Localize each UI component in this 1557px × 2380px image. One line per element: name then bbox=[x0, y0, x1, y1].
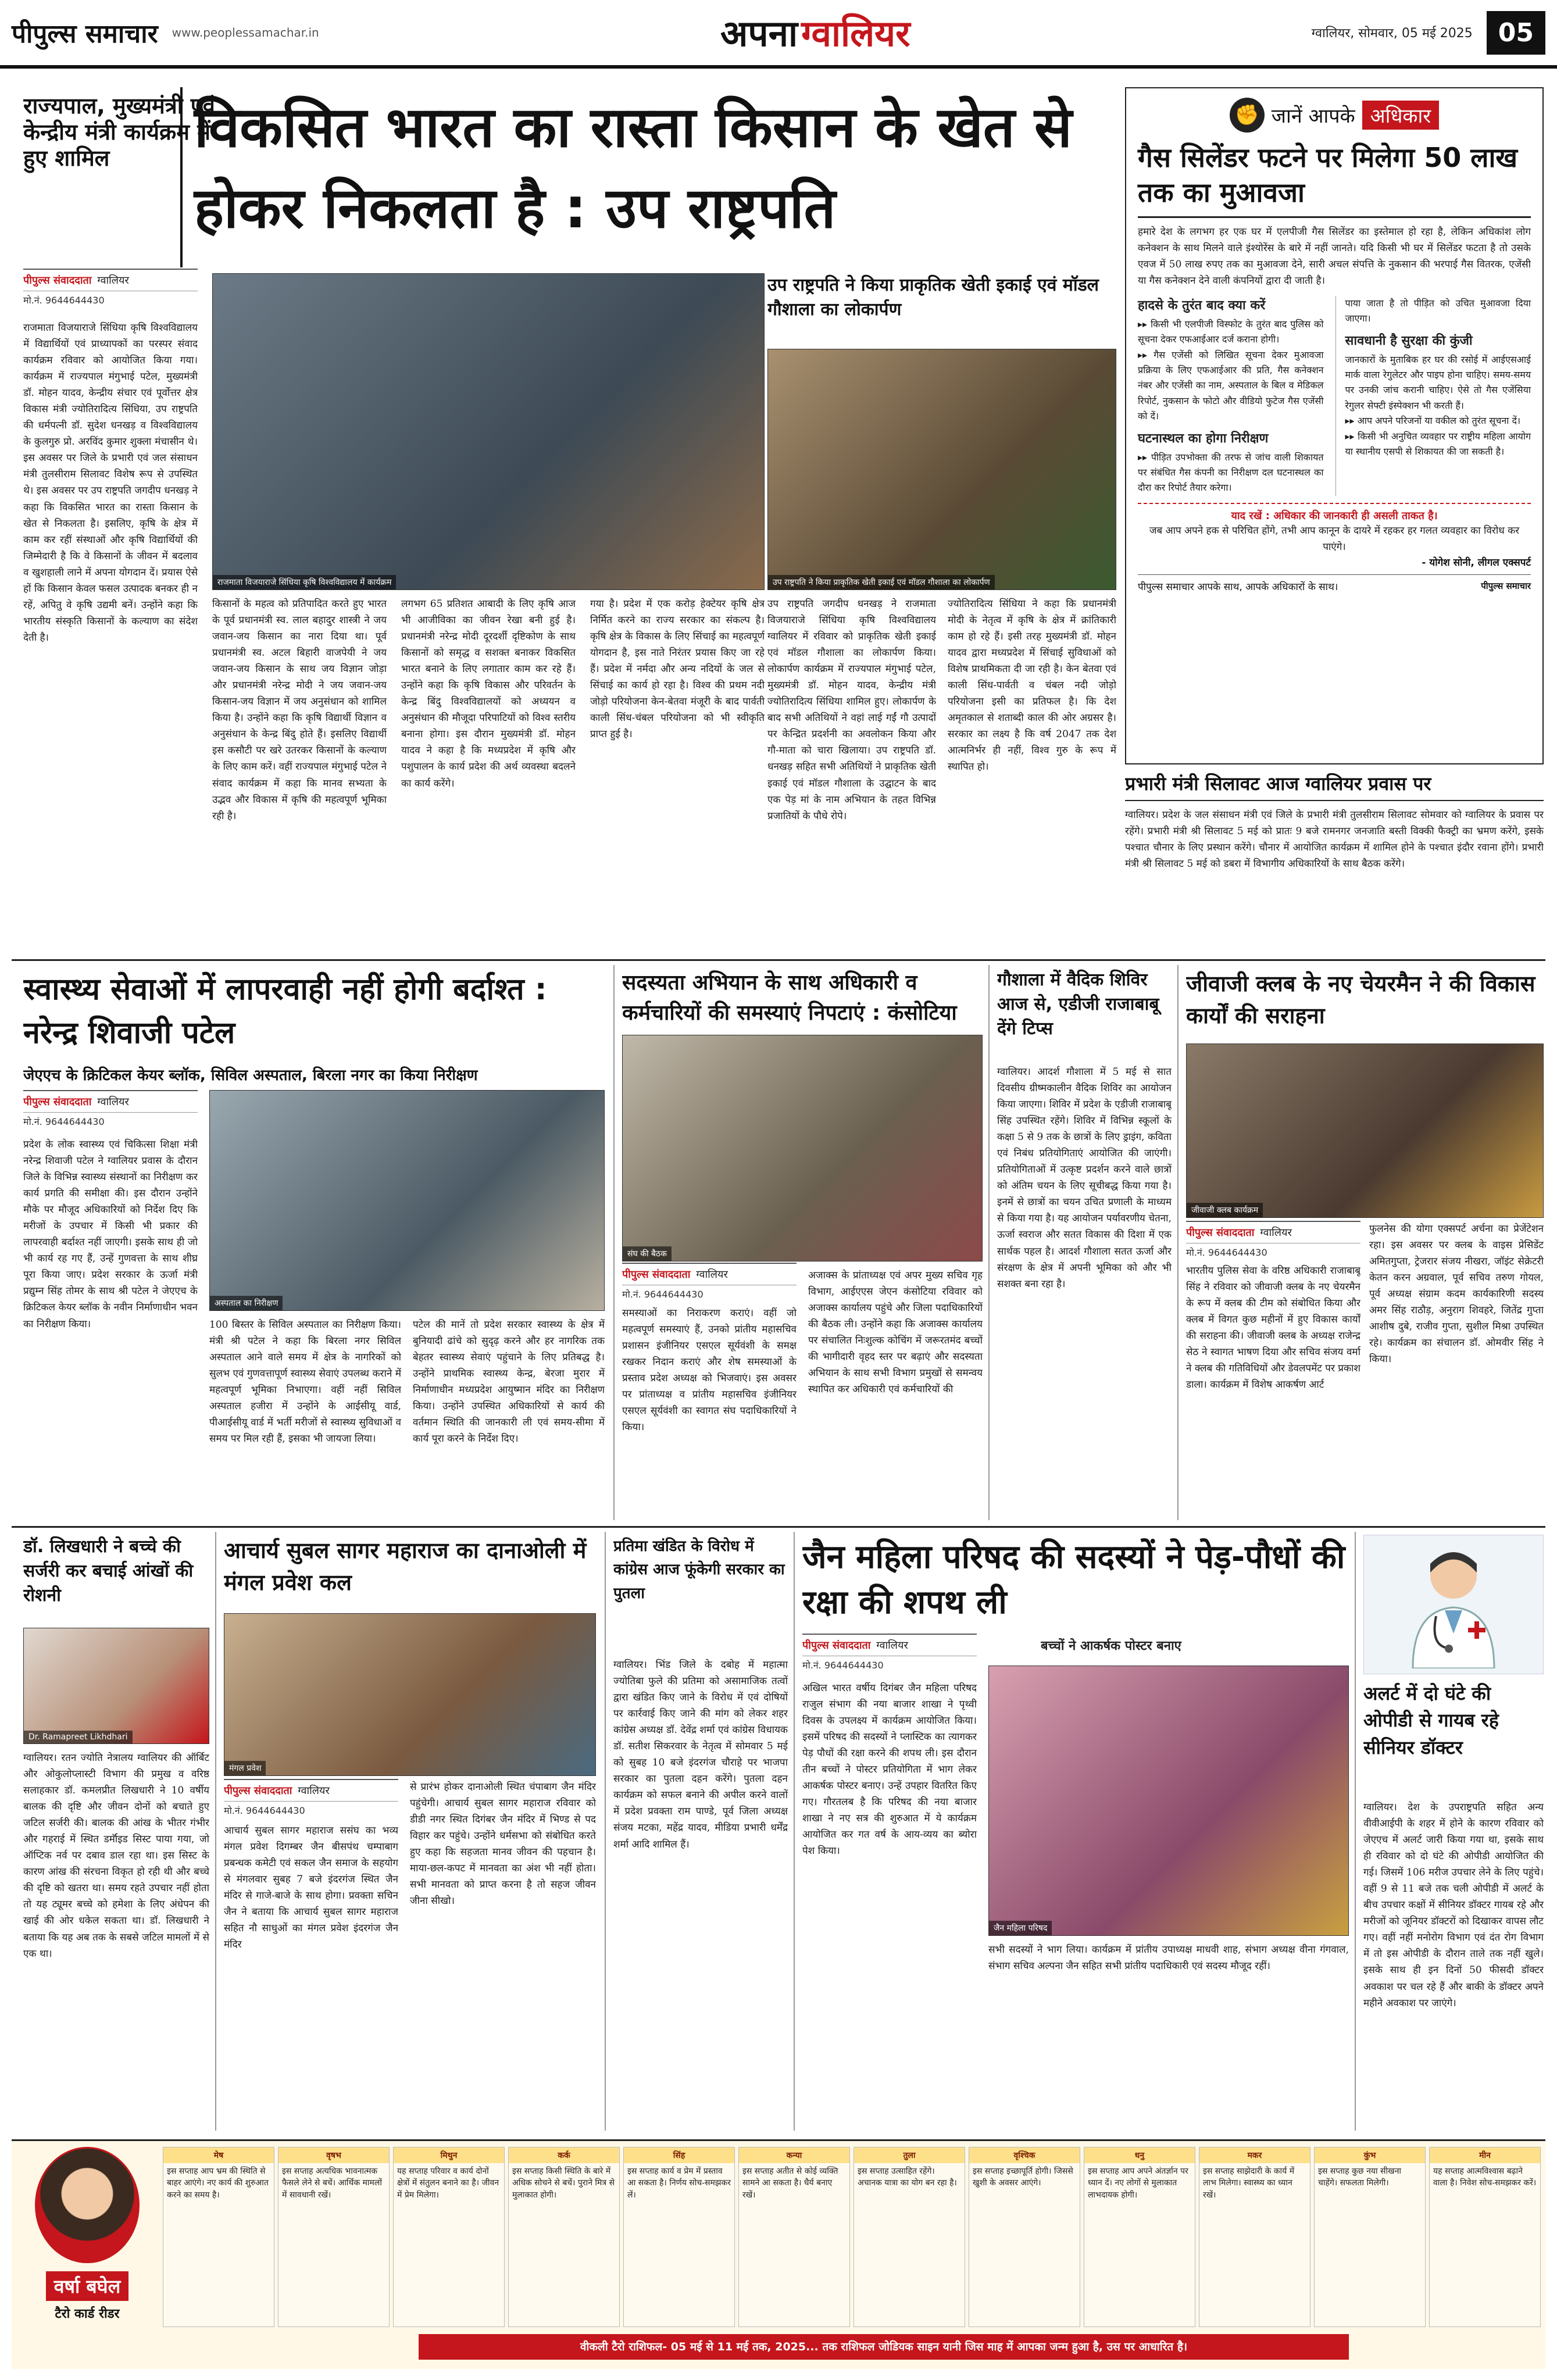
health-body-col3: पटेल की मानें तो प्रदेश सरकार स्वास्थ्य के क्षेत्र में बुनियादी ढांचे को सुदृढ़ करने और हर नागरिक तक बेहतर स्वास्थ्य सेवाएं पहुंचाने के लिए प्रतिबद्ध है। उन्होंने प्राथमिक स्वास्थ्य केन्द्र, बेरजा मुरार में निर्माणाधीन मध्यप्रदेश आयुष्मान मंदिर का निरीक्षण किया। उन्होंने उपस्थित अधिकारियों से कार्य की वर्तमान स्थिति की जानकारी ली एवं समय-सीमा में कार्य पूरा करने के निर्देश दिए। bbox=[413, 1319, 605, 1445]
rights-h2: घटनास्थल का होगा निरीक्षण bbox=[1138, 431, 1269, 446]
rights-label-a: जानें आपके bbox=[1271, 105, 1355, 128]
rights-headline: गैस सिलेंडर फटने पर मिलेगा 50 लाख तक का मुआवजा bbox=[1138, 141, 1531, 218]
doctor-icon bbox=[1395, 1541, 1512, 1668]
paper-logo: पीपुल्स समाचार bbox=[12, 19, 158, 49]
health-photo: अस्पताल का निरीक्षण bbox=[209, 1090, 605, 1311]
silawat-story bbox=[1125, 773, 1544, 953]
jain-headline: जैन महिला परिषद की सदस्यों ने पेड़-पौधों की रक्षा की शपथ ली bbox=[802, 1538, 1345, 1622]
tarot-reader bbox=[17, 2147, 157, 2362]
eye-body: ग्वालियर। रतन ज्योति नेत्रालय ग्वालियर की ऑर्बिट और ओकुलोप्लास्टी विभाग की प्रमुख व वरिष्ठ सलाहकार डॉ. कमलप्रीत लिखधारी ने 10 वर्षीय बालक की दृष्टि और जीवन दोनों को बचाते हुए जटिल सर्जरी की। बालक की आंख के भीतर गंभीर और गहराई में स्थित डर्मॉइड सिस्ट पाया गया, जो ऑप्टिक नर्व पर दबाव डाल रहा था। इस सिस्ट के कारण आंख की संरचना विकृत हो रही थी और बच्चे की दृष्टि को खतरा था। समय रहते उपचार नहीं होता तो यह ट्यूमर बच्चे को हमेशा के लिए अंधेपन की खाई की ओर धकेल सकता था। डॉ. लिखधारी ने बताया कि यह अब तक के सबसे जटिल मामलों में से एक था। bbox=[23, 1752, 209, 1960]
horoscope-footer: वीकली टैरो राशिफल- 05 मई से 11 मई तक, 2025... तक राशिफल जोडियक साइन यानी जिस माह में आपका जन्म हुआ है, उस पर आधारित है। bbox=[419, 2334, 1349, 2360]
rights-quote-by: - योगेश सोनी, लीगल एक्सपर्ट bbox=[1422, 556, 1531, 569]
jiwaji-body-col1: भारतीय पुलिस सेवा के वरिष्ठ अधिकारी राजाबाबू सिंह ने रविवार को जीवाजी क्लब के नए चेयरमैन के रूप में क्लब की टीम को संबोधित किया और क्लब में विगत कुछ महीनों में हुए विकास कार्यों की सराहना की। जीवाजी क्लब के अध्यक्ष राजेन्द्र सेठ ने स्वागत भाषण दिया और सचिव संजय वर्मा ने क्लब की गतिविधियों और डेवलपमेंट पर प्रकाश डाला। कार्यक्रम में विशेष आकर्षण आर्ट bbox=[1186, 1265, 1360, 1391]
zodiac-grid bbox=[163, 2147, 1541, 2327]
rights-footer-logo: पीपुल्स समाचार bbox=[1481, 581, 1531, 592]
jain-body-col1: अखिल भारत वर्षीय दिगंबर जैन महिला परिषद राजुल संभाग की नया बाजार शाखा ने पृथ्वी दिवस के उपलक्ष्य में कार्यक्रम आयोजित किया। इसमें परिषद की सदस्यों ने प्लास्टिक का त्यागकर पेड़ पौधों की रक्षा करने की शपथ ली। इस दौरान तीन बच्चों ने पोस्टर प्रतियोगिता में भाग लेकर आकर्षक पोस्टर बनाए। उन्हें उपहार वितरित किए गए। गौरतलब है कि परिषद की नया बाजार शाखा ने नए सत्र की शुरुआत में ये कार्यक्रम आयोजित कर गत वर्ष के आय-व्यय का ब्योरा पेश किया। bbox=[802, 1682, 977, 1857]
byline-place: ग्वालियर bbox=[97, 274, 129, 287]
rights-h1: हादसे के तुरंत बाद क्या करें bbox=[1138, 298, 1266, 313]
rights-b4: पाया जाता है तो पीड़ित को उचित मुआवजा दिया जाएगा। bbox=[1345, 297, 1531, 324]
jain-sub: बच्चों ने आकर्षक पोस्टर बनाए bbox=[1041, 1639, 1181, 1653]
opd-body: ग्वालियर। देश के उपराष्ट्रपति सहित अन्य वीवीआईपी के शहर में होने के कारण रविवार को जेएएच में अलर्ट जारी किया गया था, इसके साथ ही रविवार को दो घंटे की ओपीडी आयोजित की गई। जिसमें 106 मरीज उपचार लेने के लिए पहुंचे। वहीं 9 से 11 बजे तक चली ओपीडी में अलर्ट के बीच उपचार कक्षों में सीनियर डॉक्टर गायब रहे और मरीजों को जूनियर डॉक्टरों को दिखाकर वापस लौट गए। वहीं नहीं मनोरोग विभाग एवं दंत रोग विभाग में तो इस ओपीडी के दौरान ताले तक नहीं खुले। इसके साथ ही इन दिनों 50 फीसदी डॉक्टर अवकाश पर चल रहे हैं और बाकी के डॉक्टर अपने महीने अवकाश पर जाएंगे। bbox=[1363, 1802, 1544, 2009]
acharya-body-col1: आचार्य सुबल सागर महाराज ससंघ का भव्य मंगल प्रवेश दिगम्बर जैन बीसपंथ चम्पाबाग प्रबन्धक कमेटी एवं सकल जैन समाज के सहयोग से मंगलवार सुबह 7 बजे इंदरगंज स्थित जैन मंदिर से गाजे-बाजे के साथ होगा। प्रवक्ता सचिन जैन ने बताया कि आचार्य सुबल सागर महाराज सहित नौ साधुओं का मंगल प्रवेश इंदरगंज जैन मंदिर bbox=[224, 1825, 398, 1951]
eye-headline: डॉ. लिखधारी ने बच्चे की सर्जरी कर बचाई आंखों की रोशनी bbox=[23, 1536, 194, 1606]
congress-headline: प्रतिमा खंडित के विरोध में कांग्रेस आज फूंकेगी सरकार का पुतला bbox=[613, 1538, 785, 1602]
lead-headline: विकसित भारत का रास्ता किसान के खेत से होकर निकलता है : उप राष्ट्रपति bbox=[180, 87, 1122, 267]
zodiac-aries: मेष इस सप्ताह आप भ्रम की स्थिति से बाहर आएंगे। नए कार्य की शुरुआत करने का समय है। bbox=[163, 2147, 274, 2327]
rights-box bbox=[1125, 87, 1544, 764]
acharya-headline: आचार्य सुबल सागर महाराज का दानाओली में मंगल प्रवेश कल bbox=[224, 1538, 587, 1596]
lead-body-col1: राजमाता विजयाराजे सिंधिया कृषि विश्वविद्यालय में विद्यार्थियों एवं प्राध्यापकों का परस्पर संवाद कार्यक्रम रविवार को आयोजित किया गया। कार्यक्रम में राज्यपाल मंगुभाई पटेल, मुख्यमंत्री डॉ. मोहन यादव, केन्द्रीय संचार एवं पूर्वोत्तर क्षेत्र विकास मंत्री ज्योतिरादित्य सिंधिया, उप राष्ट्रपति की धर्मपत्नी डॉ. सुदेश धनखड़ व विश्वविद्यालय के कुलगुरु प्रो. अरविंद कुमार शुक्ला मंचासीन थे। इस अवसर पर जिले के प्रभारी एवं जल संसाधन मंत्री तुलसीराम सिलावट विशेष रूप से उपस्थित थे। इस अवसर पर उप राष्ट्रपति जगदीप धनखड़ ने कहा कि विकसित भारत का रास्ता किसान के खेत से निकलता है। इसलिए, कृषि के क्षेत्र में काम कर रहीं संस्थाओं और कृषि विद्यार्थियों की जिम्मेदारी है कि वे किसानों के जीवन में बदलाव व खुशहाली लाने में अपना योगदान दें। प्रयास ऐसे हों कि किसान केवल फसल उत्पादक बनकर ही न रहें, अपितु वे कृषि उद्यमी बनें। उन्होंने कहा कि भारतीय संस्कृति किसानों के कल्याण का संदेश देती है। bbox=[23, 322, 198, 644]
horoscope-band bbox=[12, 2139, 1545, 2369]
zodiac-taurus: वृषभ इस सप्ताह अत्यधिक भावनात्मक फैसले लेने से बचें। आर्थिक मामलों में सावधानी रखें। bbox=[278, 2147, 390, 2327]
zodiac-pisces: मीन यह सप्ताह आत्मविश्वास बढ़ाने वाला है। निवेश सोच-समझकर करें। bbox=[1429, 2147, 1541, 2327]
jiwaji-byline-box: पीपुल्स संवाददाता ग्वालियर मो.नं. 9644644430 bbox=[1186, 1221, 1360, 1262]
section-title-b: ग्वालियर bbox=[801, 12, 910, 55]
rights-b5: जानकारों के मुताबिक हर घर की रसोई में आईएसआई मार्क वाला रेगुलेटर और पाइप होना चाहिए। समय-समय पर उनकी जांच करानी चाहिए। ऐसे तो गैस एजेंसिया रेगुलर सेफ्टी इंस्पेक्शन भी करती हैं। bbox=[1345, 353, 1531, 411]
eye-photo: Dr. Ramapreet Likhdhari bbox=[23, 1628, 209, 1744]
health-headline: स्वास्थ्य सेवाओं में लापरवाही नहीं होगी बर्दाश्त : नरेन्द्र शिवाजी पटेल bbox=[23, 972, 547, 1051]
rights-b3: ▸▸ पीड़ित उपभोक्ता की तरफ से जांच वाली शिकायत पर संबंधित गैस कंपनी का निरीक्षण दल घटनास्थल का दौरा कर रिपोर्ट तैयार करेगा। bbox=[1138, 451, 1324, 494]
byline-source: पीपुल्स संवाददाता bbox=[23, 274, 92, 287]
rights-b7: ▸▸ किसी भी अनुचित व्यवहार पर राष्ट्रीय महिला आयोग या स्थानीय एसपी से शिकायत की जा सकती है। bbox=[1345, 430, 1531, 457]
rights-quote-label: याद रखें : अधिकार की जानकारी ही असली ताकत है। bbox=[1231, 509, 1438, 522]
health-byline-box: पीपुल्स संवाददाता ग्वालियर मो.नं. 9644644430 bbox=[23, 1090, 198, 1131]
lead-body-col5: उप राष्ट्रपति जगदीप धनखड़ ने राजमाता विजयाराजे सिंधिया कृषि विश्वविद्यालय ग्वालियर में रविवार को प्राकृतिक खेती इकाई एवं मॉडल गौशाला का लोकार्पण किया। लोकार्पण कार्यक्रम में राज्यपाल मंगुभाई पटेल, मुख्यमंत्री डॉ. मोहन यादव, केन्द्रीय मंत्री ज्योतिरादित्य सिंधिया शामिल हुए। लोकार्पण के बाद सभी अतिथियों ने वहां लाई गईं गौ उत्पादों पर केन्द्रित प्रदर्शनी का अवलोकन किया और गौ-माता को चारा खिलाया। उप राष्ट्रपति डॉ. धनखड़ सहित सभी अतिथियों ने प्राकृतिक खेती इकाई एवं मॉडल गौशाला के उद्घाटन के बाद एक पेड़ मां के नाम अभियान के तहत विभिन्न प्रजातियों के पौधे रोपे। bbox=[767, 598, 936, 822]
zodiac-cancer: कर्क इस सप्ताह किसी स्थिति के बारे में अधिक सोचने से बचें। पुराने मित्र से मुलाकात होगी। bbox=[508, 2147, 620, 2327]
reader-name: वर्षा बघेल bbox=[46, 2271, 129, 2301]
rights-label-b: अधिकार bbox=[1362, 101, 1440, 130]
silawat-body: ग्वालियर। प्रदेश के जल संसाधन मंत्री एवं जिले के प्रभारी मंत्री तुलसीराम सिलावट सोमवार को ग्वालियर के प्रवास पर रहेंगे। प्रभारी मंत्री श्री सिलावट 5 मई को प्रातः 9 बजे रामनगर जनजाति बस्ती विक्की फैक्ट्री का भ्रमण करेंगे, इसके पश्चात चौनार के लिए प्रस्थान करेंगे। चौनार में आयोजित कार्यक्रम में शामिल होने के पश्चात इंदौर रवाना होंगे। प्रभारी मंत्री श्री सिलावट 5 मई को डबरा में विभागीय अधिकारियों के साथ बैठक करेंगे। bbox=[1125, 809, 1544, 870]
section-title bbox=[720, 8, 910, 57]
zodiac-sagittarius: धनु इस सप्ताह आप अपने अंतर्ज्ञान पर ध्यान दें। नए लोगों से मुलाकात लाभदायक होगी। bbox=[1084, 2147, 1195, 2327]
congress-body: ग्वालियर। भिंड जिले के दबोह में महात्मा ज्योतिबा फुले की प्रतिमा को असामाजिक तत्वों द्वारा खंडित किए जाने के विरोध में एवं दोषियों पर कार्रवाई किए जाने की मांग को लेकर शहर कांग्रेस अध्यक्ष डॉ. देवेंद्र शर्मा एवं कांग्रेस विधायक डॉ. सतीश सिकरवार के नेतृत्व में सोमवार 5 मई को सुबह 10 बजे इंदरगंज चौराहे पर भाजपा सरकार का पुतला दहन करेंगे। पुतला दहन कार्यक्रम को सफल बनाने की अपील करने वालों में प्रदेश प्रवक्ता राम पाण्डे, पूर्व जिला अध्यक्ष संजय मटका, महेंद्र यादव, मीडिया प्रभारी धर्मेंद्र शर्मा आदि शामिल हैं। bbox=[613, 1659, 788, 1850]
site-url[interactable]: www.peoplessamachar.in bbox=[172, 26, 319, 40]
health-sub: जेएएच के क्रिटिकल केयर ब्लॉक, सिविल अस्पताल, बिरला नगर का किया निरीक्षण bbox=[23, 1067, 478, 1084]
lead-byline-box bbox=[23, 269, 198, 315]
lead-body-col6: ज्योतिरादित्य सिंधिया ने कहा कि प्रधानमंत्री मोदी के नेतृत्व में कृषि के क्षेत्र में क्रांतिकारी काम हो रहे हैं। इसी तरह मुख्यमंत्री डॉ. मोहन यादव द्वारा मध्यप्रदेश में सिंचाई सुविधाओं को विशेष प्राथमिकता दी जा रही है। केन बेतवा एवं काली सिंध-पार्वती व चंबल नदी जोड़ो परियोजना इसी का प्रतिफल है। कि देश अमृतकाल से शताब्दी काल की ओर अग्रसर है। सरकार का लक्ष्य है कि वर्ष 2047 तक देश आत्मनिर्भर ही नहीं, विश्व गुरु के रूप में स्थापित हो। bbox=[948, 598, 1116, 773]
rights-b1: ▸▸ किसी भी एलपीजी विस्फोट के तुरंत बाद पुलिस को सूचना देकर एफआईआर दर्ज कराना होगी। bbox=[1138, 318, 1324, 345]
lead-photo2-head: उप राष्ट्रपति ने किया प्राकृतिक खेती इकाई एवं मॉडल गौशाला का लोकार्पण bbox=[767, 275, 1099, 320]
fist-icon: ✊ bbox=[1230, 98, 1265, 133]
page-number: 05 bbox=[1487, 11, 1545, 55]
rights-b6: ▸▸ आप अपने परिजनों या वकील को तुरंत सूचना दें। bbox=[1345, 415, 1521, 427]
lead-body-col2: किसानों के महत्व को प्रतिपादित करते हुए भारत के पूर्व प्रधानमंत्री स्व. लाल बहादुर शास्त्री ने जय जवान-जय किसान का नारा दिया था। पूर्व प्रधानमंत्री स्व. अटल बिहारी वाजपेयी ने जय जवान-जय किसान के साथ जय विज्ञान जोड़ा और प्रधानमंत्री नरेन्द्र मोदी ने जय जवान-जय किसान-जय विज्ञान में जय अनुसंधान को शामिल किया है। उन्होंने कहा कि कृषि विद्यार्थी विज्ञान व अनुसंधान के केन्द्र बिंदु होते हैं। इसलिए विद्यार्थी इस कसौटी पर खरे उतरकर किसानों के कल्याण के लिए काम करें। वहीं राज्यपाल मंगुभाई पटेल ने संवाद कार्यक्रम में कहा कि मानव सभ्यता के उद्भव और विकास में कृषि की महत्वपूर्ण भूमिका रही है। bbox=[212, 598, 387, 822]
membership-body-col2: अजाक्स के प्रांताध्यक्ष एवं अपर मुख्य सचिव गृह विभाग, आईएएस जेएन कंसोटिया रविवार को अजाक्स कार्यालय पहुंचे और जिला पदाधिकारियों की बैठक ली। उन्होंने कहा कि अजाक्स कार्यालय पर संचालित निःशुल्क कोचिंग में जरूरतमंद बच्चों की भागीदारी वृहद स्तर पर बढ़ाएं और सदस्यता अभियान के साथ सभी विभाग प्रमुखों से समन्वय स्थापित कर अधिकारी एवं कर्मचारियों की bbox=[808, 1270, 983, 1396]
rights-h3: सावधानी है सुरक्षा की कुंजी bbox=[1345, 333, 1473, 348]
gaushala-body: ग्वालियर। आदर्श गौशाला में 5 मई से सात दिवसीय ग्रीष्मकालीन वैदिक शिविर का आयोजन किया जाएगा। शिविर में प्रदेश के एडीजी राजाबाबू सिंह उपस्थित रहेंगे। शिविर में विभिन्न स्कूलों के कक्षा 5 से 9 तक के छात्रों के लिए ड्राइंग, कविता एवं निबंध प्रतियोगिताएं आयोजित की जाएंगी। प्रतियोगिताओं में उत्कृष्ट प्रदर्शन करने वाले छात्रों को अंतिम चयन के लिए सूचीबद्ध किया गया है। इनमें से छात्रों का चयन उचित प्रणाली के माध्यम से किया गया है। यह आयोजन पर्यावरणीय चेतना, ऊर्जा स्वराज और सतत विकास की दिशा में एक सार्थक पहल है। आदर्श गौशाला सतत ऊर्जा और संरक्षण के क्षेत्र में अपनी भूमिका को और भी सशक्त बना रहा है। bbox=[997, 1066, 1172, 1290]
section-title-a: अपना bbox=[720, 12, 798, 55]
jain-byline-box: पीपुल्स संवाददाता ग्वालियर मो.नं. 9644644430 bbox=[802, 1634, 977, 1674]
zodiac-libra: तुला इस सप्ताह उत्साहित रहेंगे। अचानक यात्रा का योग बन रहा है। bbox=[854, 2147, 965, 2327]
acharya-body-col2: से प्रारंभ होकर दानाओली स्थित चंपाबाग जैन मंदिर पहुंचेगी। आचार्य सुबल सागर महाराज रविवार को डीडी नगर स्थित दिगंबर जैन मंदिर में भिण्ड से पद विहार कर पहुंचे। उन्होंने धर्मसभा को संबोधित करते हुए कहा कि सहजता मानव जीवन की पहचान है। माया-छल-कपट में मानवता का अंश भी नहीं होता। सभी मानवता को प्राप्त करना है तो सहज जीवन जीना सीखो। bbox=[410, 1781, 596, 1907]
reader-title: टैरो कार्ड रीडर bbox=[55, 2307, 120, 2321]
dateline: ग्वालियर, सोमवार, 05 मई 2025 bbox=[1311, 26, 1473, 41]
zodiac-aquarius: कुंभ इस सप्ताह कुछ नया सीखना चाहेंगे। सफलता मिलेगी। bbox=[1314, 2147, 1426, 2327]
membership-byline-box: पीपुल्स संवाददाता ग्वालियर मो.नं. 9644644430 bbox=[622, 1263, 797, 1303]
acharya-photo: मंगल प्रवेश bbox=[224, 1613, 596, 1776]
lead-kicker: राज्यपाल, मुख्यमंत्री एवं केन्द्रीय मंत्री कार्यक्रम में हुए शामिल bbox=[23, 93, 215, 171]
rights-b2: ▸▸ गैस एजेंसी को लिखित सूचना देकर मुआवजा प्रक्रिया के लिए एफआईआर की प्रति, गैस कनेक्शन नंबर और एजेंसी का नाम, अस्पताल के बिल व मेडिकल रिपोर्ट, नुकसान के फोटो और वीडियो फुटेज गैस एजेंसी को दें। bbox=[1138, 349, 1324, 422]
membership-headline: सदस्यता अभियान के साथ अधिकारी व कर्मचारियों की समस्याएं निपटाएं : कंसोटिया bbox=[622, 971, 957, 1025]
lead-photo: राजमाता विजयाराजे सिंधिया कृषि विश्वविद्यालय में कार्यक्रम bbox=[212, 273, 765, 590]
byline-mobile: मो.नं. 9644644430 bbox=[23, 295, 105, 306]
rights-quote: जब आप अपने हक से परिचित होंगे, तभी आप कानून के दायरे में रहकर हर गलत व्यवहार का विरोध कर पाएंगे। bbox=[1149, 524, 1520, 553]
lead-body-col4: गया है। प्रदेश में एक करोड़ हेक्टेयर कृषि क्षेत्र निर्मित करने का राज्य सरकार का संकल्प है। कृषि क्षेत्र के विकास के लिए सिंचाई का महत्वपूर्ण योगदान है, इस नाते निरंतर प्रयास किए जा रहे हैं। प्रदेश में नर्मदा और अन्य नदियों के जल से सिंचाई का कार्य हो रहा है। विश्व की प्रथम नदी जोड़ो परियोजना केन-बेतवा मंजूरी के बाद पार्वती काली सिंध-चंबल परियोजना को भी स्वीकृति प्राप्त हुई है। bbox=[590, 598, 765, 741]
jiwaji-headline: जीवाजी क्लब के नए चेयरमैन ने की विकास कार्यों की सराहना bbox=[1186, 971, 1535, 1029]
jain-body-col2: सभी सदस्यों ने भाग लिया। कार्यक्रम में प्रांतीय उपाध्यक्ष माधवी शाह, संभाग अध्यक्ष वीना गंगवाल, संभाग सचिव अल्पना जैन सहित सभी प्रांतीय पदाधिकारी एवं सदस्य मौजूद रहीं। bbox=[988, 1944, 1349, 1972]
zodiac-capricorn: मकर इस सप्ताह साझेदारी के कार्य में लाभ मिलेगा। स्वास्थ्य का ध्यान रखें। bbox=[1199, 2147, 1310, 2327]
lead-body-col3: लगभग 65 प्रतिशत आबादी के लिए कृषि आज भी आजीविका का जीवन रेखा बनी हुई है। प्रधानमंत्री नरेन्द्र मोदी दूरदर्शी दृष्टिकोण के साथ किसानों को समृद्ध व सशक्त बनाकर विकसित भारत बनाने के लिए लगातार काम कर रहे हैं। उन्होंने कहा कि कृषि विकास और परिवर्तन के केन्द्र बिंदु विश्वविद्यालयों को अध्ययन व अनुसंधान की मौजूदा परिपाटियों को विश्व स्तरीय बनाना होगा। इस दौरान मुख्यमंत्री डॉ. मोहन यादव ने कहा है कि मध्यप्रदेश में कृषि और पशुपालन के कार्य प्रदेश की अर्थ व्यवस्था बदलने का कार्य करेंगे। bbox=[401, 598, 576, 789]
zodiac-virgo: कन्या इस सप्ताह अतीत से कोई व्यक्ति सामने आ सकता है। धैर्य बनाए रखें। bbox=[738, 2147, 850, 2327]
health-body-col1: प्रदेश के लोक स्वास्थ्य एवं चिकित्सा शिक्षा मंत्री नरेन्द्र शिवाजी पटेल ने ग्वालियर प्रवास के दौरान जिले के विभिन्न स्वास्थ्य संस्थानों का निरीक्षण कर कार्य प्रगति की समीक्षा की। इस दौरान उन्होंने मौके पर मौजूद अधिकारियों को निर्देश दिए कि मरीजों के उपचार में किसी भी प्रकार की लापरवाही बर्दाश्त नहीं जाएगी। इसके साथ ही जो भी कार्य रह गए हैं, उन्हें गुणवत्ता के साथ शीघ्र पूरा किया जाए। प्रदेश सरकार के ऊर्जा मंत्री प्रद्युम्न सिंह तोमर के साथ श्री पटेल ने जेएएच के क्रिटिकल केयर ब्लॉक के नवीन निर्माणाधीन भवन का निरीक्षण किया। bbox=[23, 1139, 198, 1330]
zodiac-scorpio: वृश्चिक इस सप्ताह इच्छापूर्ति होगी। जिससे खुशी के अवसर आएंगे। bbox=[969, 2147, 1080, 2327]
masthead bbox=[0, 0, 1557, 69]
health-body-col2: 100 बिस्तर के सिविल अस्पताल का निरीक्षण किया। मंत्री श्री पटेल ने कहा कि बिरला नगर सिविल अस्पताल आने वाले समय में क्षेत्र के नागरिकों को सुलभ एवं गुणवत्तापूर्ण स्वास्थ्य सेवाएं उपलब्ध कराने में महत्वपूर्ण भूमिका निभाएगा। वहीं नहीं सिविल अस्पताल हजीरा में उन्होंने के आईसीयू वार्ड, पीआईसीयू वार्ड में भर्ती मरीजों से स्वास्थ्य सुविधाओं व समय पर मिल रही हैं, इसका भी जायजा लिया। bbox=[209, 1319, 401, 1445]
rights-intro: हमारे देश के लगभग हर एक घर में एलपीजी गैस सिलेंडर का इस्तेमाल हो रहा है, लेकिन अधिकांश लोग कनेक्शन के साथ मिलने वाले इंश्योरेंस के बारे में नहीं जानते। यदि किसी भी घर में सिलेंडर फटता है तो उसके एवज में 50 लाख रुपए तक का मुआवजा देने, सारी अचल संपत्ति के नुकसान की भरपाई गैस वितरक, एजेंसी या गैस कनेक्शन देने वाली कंपनियों द्वारा दी जाती है। bbox=[1138, 226, 1531, 287]
opd-headline: अलर्ट में दो घंटे की ओपीडी से गायब रहे सीनियर डॉक्टर bbox=[1363, 1682, 1499, 1759]
rights-label bbox=[1138, 98, 1531, 133]
gaushala-headline: गौशाला में वैदिक शिविर आज से, एडीजी राजाबाबू देंगे टिप्स bbox=[997, 970, 1159, 1039]
acharya-byline-box: पीपुल्स संवाददाता ग्वालियर मो.नं. 9644644430 bbox=[224, 1779, 398, 1820]
silawat-headline: प्रभारी मंत्री सिलावट आज ग्वालियर प्रवास पर bbox=[1125, 773, 1544, 801]
jiwaji-photo: जीवाजी क्लब कार्यक्रम bbox=[1186, 1044, 1544, 1218]
zodiac-gemini: मिथुन यह सप्ताह परिवार व कार्य दोनों क्षेत्रों में संतुलन बनाने का है। जीवन में प्रेम मिलेगा। bbox=[393, 2147, 505, 2327]
lead-photo2: उप राष्ट्रपति ने किया प्राकृतिक खेती इकाई एवं मॉडल गौशाला का लोकार्पण bbox=[767, 349, 1116, 590]
jiwaji-body-col2: फुलनेस की योगा एक्सपर्ट अर्चना का प्रेजेंटेशन रहा। इस अवसर पर क्लब के वाइस प्रेसिडेंट अमितगुप्ता, ट्रेजरार संजय नीखरा, जॉइंट सेक्रेटरी केतन करन अग्रवाल, पूर्व सचिव तरुण गोयल, पूर्व अध्यक्ष संग्राम कदम कार्यकारिणी सदस्य अमर सिंह राठौड़, अनुराग शिवहरे, जितेंद्र गुप्ता आशीष दुबे, राजीव गुप्ता, सुशील मिश्रा उपस्थित रहे। कार्यक्रम का संचालन डॉ. ओमवीर सिंह ने किया। bbox=[1369, 1223, 1544, 1366]
jain-photo: जैन महिला परिषद bbox=[988, 1666, 1349, 1936]
membership-body-col1: समस्याओं का निराकरण कराएं। वहीं जो महत्वपूर्ण समस्याएं हैं, उनको प्रांतीय महासचिव प्रशासन इंजीनियर एसएल सूर्यवंशी के समक्ष रखकर निदान कराएं और शेष समस्याओं के प्रस्ताव प्रदेश अध्यक्ष को भिजवाएं। इस अवसर पर प्रांताध्यक्ष व प्रांतीय महासचिव इंजीनियर एसएल सूर्यवंशी का स्वागत संघ पदाधिकारियों ने किया। bbox=[622, 1307, 797, 1434]
doctor-illustration bbox=[1363, 1535, 1544, 1674]
rights-footer: पीपुल्स समाचार आपके साथ, आपके अधिकारों के साथ। bbox=[1138, 581, 1338, 593]
zodiac-leo: सिंह इस सप्ताह कार्य व प्रेम में प्रस्ताव आ सकता है। निर्णय सोच-समझकर लें। bbox=[623, 2147, 735, 2327]
membership-photo: संघ की बैठक bbox=[622, 1035, 983, 1262]
reader-avatar bbox=[35, 2147, 140, 2263]
